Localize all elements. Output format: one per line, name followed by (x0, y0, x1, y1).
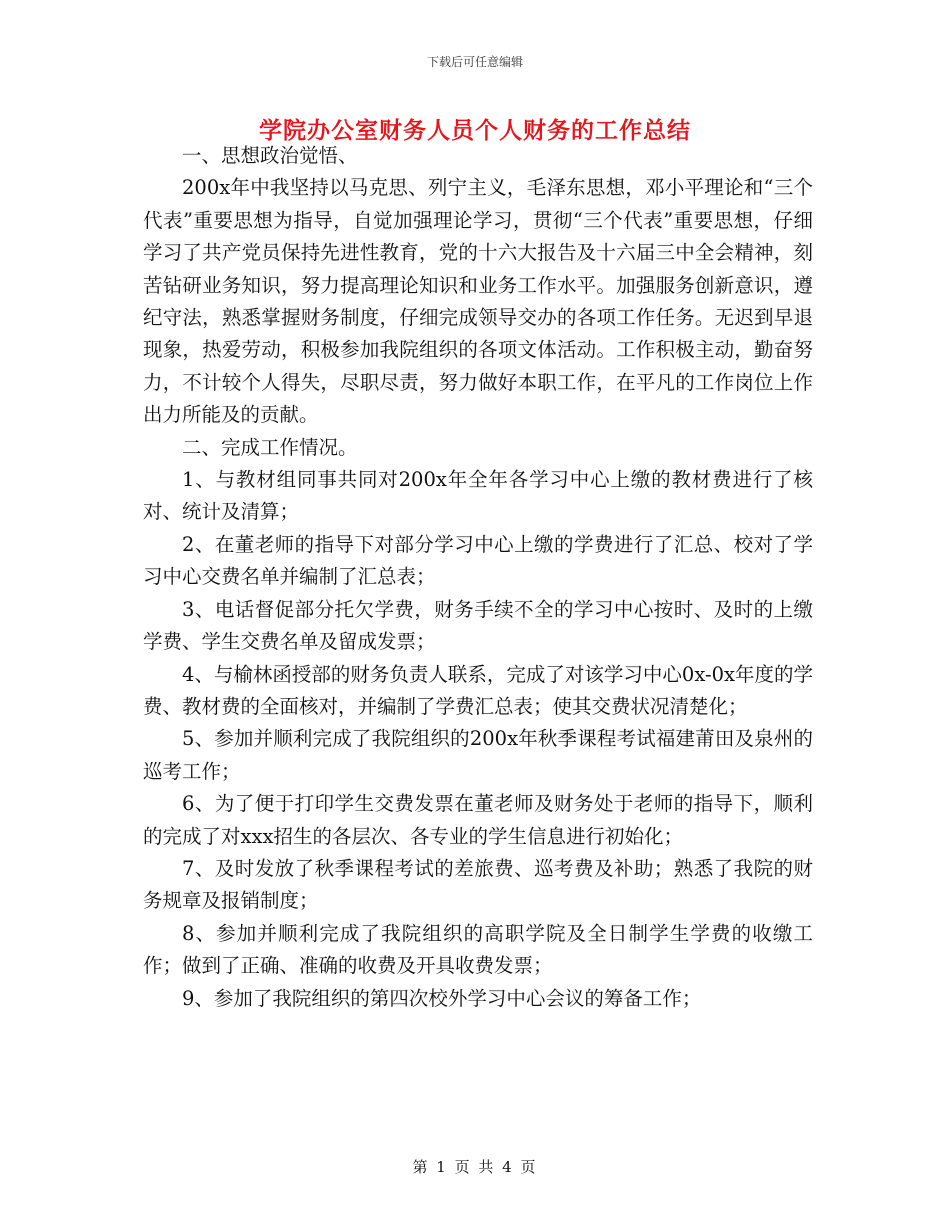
section-heading-1: 一、思想政治觉悟、 (182, 144, 358, 167)
work-item-5: 5、参加并顺利完成了我院组织的200x年秋季课程考试福建莆田及泉州的巡考工作； (143, 727, 813, 783)
work-item-7: 7、及时发放了秋季课程考试的差旅费、巡考费及补助；熟悉了我院的财务规章及报销制度； (143, 856, 813, 913)
paragraph-ideology: 200x年中我坚持以马克思、列宁主义，毛泽东思想，邓小平理论和“三个代表”重要思想为指导，自觉加强理论学习，贯彻“三个代表”重要思想，仔细学习了共产党员保持先进性教育，党的十六大报告及十六届三中全会精神，刻苦钻研业务知识，努力提高理论知识和业务工作水平。加强服务创新意识，遵纪守法，熟悉掌握财务制度，仔细完成领导交办的各项工作任务。无迟到早退现象，热爱劳动，积极参加我院组织的各项文体活动。工作积极主动，勤奋努力，不计较个人得失，尽职尽责，努力做好本职工作，在平凡的工作岗位上作出力所能及的贡献。 (143, 176, 813, 427)
work-item-4: 4、与榆林函授部的财务负责人联系，完成了对该学习中心0x-0x年度的学费、教材费的全面核对，并编制了学费汇总表；使其交费状况清楚化； (143, 662, 813, 718)
section-heading-2: 二、完成工作情况。 (182, 435, 358, 459)
document-title: 学院办公室财务人员个人财务的工作总结 (259, 117, 691, 144)
work-item-1: 1、与教材组同事共同对200x年全年各学习中心上缴的教材费进行了核对、统计及清算； (143, 468, 813, 524)
work-item-3: 3、电话督促部分托欠学费，财务手续不全的学习中心按时、及时的上缴学费、学生交费名单及留成发票； (143, 597, 813, 654)
page-number-footer: 第 1 页 共 4 页 (412, 1158, 538, 1176)
document-body (143, 140, 813, 1015)
work-item-9: 9、参加了我院组织的第四次校外学习中心会议的筹备工作； (182, 986, 702, 1010)
work-item-2: 2、在董老师的指导下对部分学习中心上缴的学费进行了汇总、校对了学习中心交费名单并编制了汇总表； (143, 532, 813, 589)
work-item-6: 6、为了便于打印学生交费发票在董老师及财务处于老师的指导下，顺利的完成了对xxx招生的各层次、各专业的学生信息进行初始化； (143, 792, 813, 848)
header-note: 下载后可任意编辑 (426, 55, 523, 69)
work-item-8: 8、参加并顺利完成了我院组织的高职学院及全日制学生学费的收缴工作；做到了正确、准确的收费及开具收费发票； (143, 921, 813, 978)
